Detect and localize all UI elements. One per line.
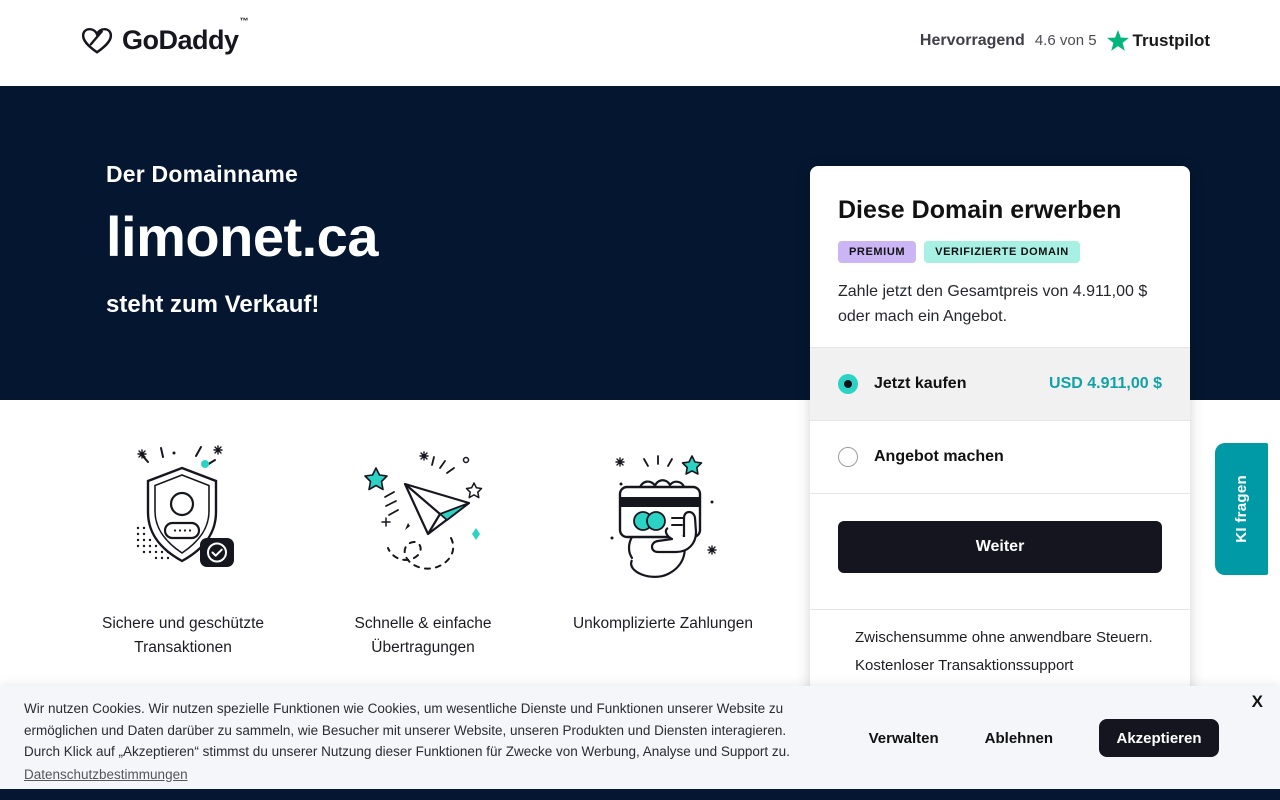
purchase-options (810, 347, 1190, 493)
feature-label: Sichere und geschützte Transaktionen (102, 615, 264, 656)
radio-selected-icon[interactable] (838, 374, 858, 394)
godaddy-heart-icon (80, 24, 114, 56)
premium-badge: PREMIUM (838, 241, 916, 263)
verified-domain-badge: VERIFIZIERTE DOMAIN (924, 241, 1080, 263)
close-icon[interactable]: X (1251, 692, 1263, 711)
brand-wordmark: GoDaddy™ (122, 15, 249, 55)
badge-row (838, 241, 1162, 263)
cookie-actions (869, 719, 1219, 757)
godaddy-logo[interactable] (80, 15, 249, 56)
feature-label: Schnelle & einfache Übertragungen (354, 615, 492, 656)
radio-unselected-icon[interactable] (838, 447, 858, 467)
hero-intro: Der Domainname (106, 161, 298, 187)
trustpilot-star-icon (1107, 30, 1129, 51)
card-description: Zahle jetzt den Gesamtpreis von 4.911,00 $ oder mach ein Angebot. (838, 283, 1148, 325)
card-title: Diese Domain erwerben (838, 196, 1122, 224)
purchase-card (810, 166, 1190, 726)
privacy-policy-link[interactable]: Datenschutzbestimmungen (24, 766, 188, 782)
hand-card-icon (588, 440, 738, 590)
trust-score: 4.6 von 5 (1034, 32, 1097, 49)
feature-label: Unkomplizierte Zahlungen (572, 615, 754, 632)
manage-cookies-button[interactable]: Verwalten (868, 729, 939, 747)
cookie-line: Wir nutzen Cookies. Wir nutzen spezielle Funktionen wie Cookies, um wesentliche Dienste und Funktionen unserer Website zu (24, 701, 784, 716)
option-label: Angebot machen (874, 448, 1004, 465)
ask-ai-tab[interactable] (1215, 443, 1268, 575)
feature-easy-payments (543, 440, 783, 660)
decline-cookies-button[interactable]: Ablehnen (984, 729, 1053, 747)
cookie-text (24, 698, 790, 785)
feature-fast-transfers (303, 440, 543, 660)
features-row (63, 440, 783, 660)
feature-secure-transactions (63, 440, 303, 660)
domain-name: limonet.ca (106, 205, 378, 268)
cookie-line: Durch Klick auf „Akzeptieren“ stimmst du unserer Nutzung dieser Funktionen für Zwecke von Werbung, Analyse und Support zu. (24, 744, 790, 759)
cookie-banner (0, 686, 1280, 789)
trustpilot-brand-label: Trustpilot (1132, 30, 1210, 50)
shield-user-icon (108, 440, 258, 590)
hero-outro: steht zum Verkauf! (106, 291, 320, 318)
accept-cookies-button[interactable]: Akzeptieren (1099, 719, 1219, 757)
option-make-offer[interactable] (810, 420, 1190, 493)
trustpilot-rating[interactable] (920, 30, 1210, 51)
paper-plane-icon (348, 440, 498, 590)
bottom-strip (0, 789, 1280, 800)
note-subtotal: Zwischensumme ohne anwendbare Steuern. (855, 629, 1153, 646)
option-buy-now[interactable] (810, 347, 1190, 420)
note-support: Kostenloser Transaktionssupport (855, 657, 1074, 674)
continue-button[interactable]: Weiter (838, 521, 1162, 573)
option-price: USD 4.911,00 $ (1049, 375, 1162, 392)
cookie-line: ermöglichen und Daten darüber zu sammeln, wie Besucher mit unserer Website, unseren Produkten und Diensten interagieren. (24, 722, 787, 738)
header (0, 0, 1280, 86)
ask-ai-label: KI fragen (1233, 475, 1250, 543)
trust-rating-label: Hervorragend (919, 31, 1025, 49)
option-label: Jetzt kaufen (874, 375, 967, 392)
trademark: ™ (239, 15, 249, 26)
